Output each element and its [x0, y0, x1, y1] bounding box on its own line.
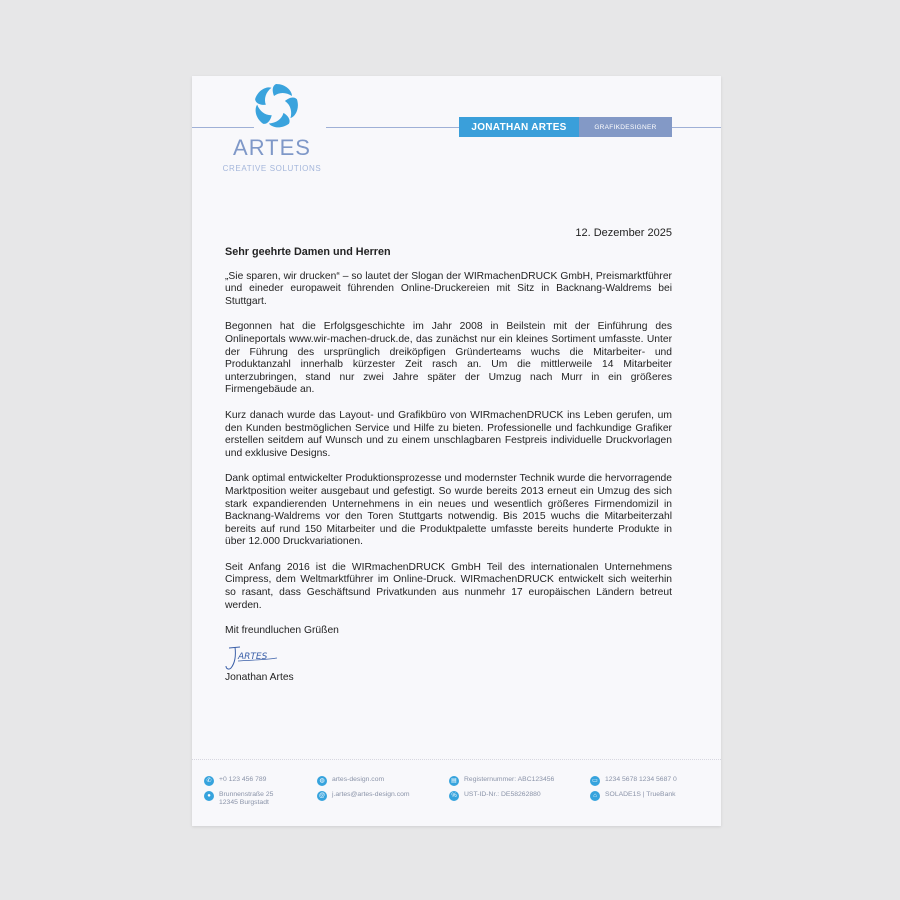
footer-column-contact [204, 776, 273, 811]
vat-icon: % [449, 791, 459, 801]
salutation: Sehr geehrte Damen und Herren [225, 246, 391, 258]
footer-iban [590, 776, 677, 786]
footer-iban-text: 1234 5678 1234 5687 0 [605, 776, 677, 783]
globe-icon: ◍ [317, 776, 327, 786]
location-pin-icon: ● [204, 791, 214, 801]
circular-swirl-logo-icon [252, 82, 300, 130]
footer-phone [204, 776, 273, 786]
letter-sheet [192, 76, 721, 826]
bank-icon: ⌂ [590, 791, 600, 801]
closing: Mit freundluchen Grüßen [225, 625, 339, 637]
footer-bank [590, 791, 677, 801]
footer-address-line1: Brunnenstraße 25 [219, 791, 274, 798]
footer-bank-text: SOLADE1S | TrueBank [605, 791, 676, 798]
footer-register [449, 776, 554, 786]
footer-column-registry [449, 776, 554, 806]
footer-address [204, 791, 273, 806]
header-rule-left [192, 127, 254, 128]
paragraph-4: Dank optimal entwickelter Produktionsprozesse und modernster Technik wurde die hervorragende Marktposition weiter ausgebaut und gefestigt. So wurde bereits 2013 erneut ein Umzug des sich stark expandierenden Unternehmens in ein neues und wesentlich größeres Firmendomizil in Backnang-Waldrems vor den Toren Stuttgarts notwendig. Bis 2015 wuchs die Mitarbeiterzahl bereits auf rund 150 Mitarbeiter und die Produktpalette umfasste bereits hunderte Produkte in über 12.000 Druckvariationen. [225, 473, 672, 548]
register-icon: ▤ [449, 776, 459, 786]
paragraph-1: „Sie sparen, wir drucken“ – so lautet der Slogan der WIRmachenDRUCK GmbH, Preismarktführer und eineder europaweit führenden Online-Druckereien mit Sitz in Backnang-Waldrems bei Stuttgart. [225, 270, 672, 307]
footer-website-text: artes-design.com [332, 776, 385, 783]
paragraph-3: Kurz danach wurde das Layout- und Grafikbüro von WIRmachenDRUCK ins Leben gerufen, um den Kunden bestmöglichen Service und Hilfe zu bieten. Professionelle und fachkundige Grafiker erstellen seitdem auf Wunsch und zu einem unschlagbaren Festpreis individuelle Druckvorlagen und exklusive Designs. [225, 409, 672, 459]
footer-column-web [317, 776, 410, 806]
footer-address-line2: 12345 Burgstadt [219, 798, 269, 806]
brand-tagline: CREATIVE SOLUTIONS [222, 164, 322, 173]
footer-address-text [219, 791, 273, 806]
bank-card-icon: ▭ [590, 776, 600, 786]
svg-text:ARTES: ARTES [238, 651, 268, 662]
email-icon: @ [318, 793, 326, 799]
footer-phone-text: +0 123 456 789 [219, 776, 267, 783]
brand-name: ARTES [233, 135, 311, 160]
header-rule-middle [326, 127, 459, 128]
person-role-badge: GRAFIKDESIGNER [579, 117, 672, 137]
footer-separator [192, 759, 721, 760]
handwritten-signature [225, 644, 283, 672]
footer-register-text: Registernummer: ABC123456 [464, 776, 555, 783]
footer-email-text: j.artes@artes-design.com [332, 791, 410, 798]
footer-vat [449, 791, 554, 801]
footer-email [317, 791, 410, 801]
paragraph-2: Begonnen hat die Erfolgsgeschichte im Jahr 2008 in Beilstein mit der Einführung des Onlineportals www.wir-machen-druck.de, das zunächst nur ein kleines Sortiment umfasste. Unter der Führung des ursprünglich dreiköpfigen Gründerteams wuchs die Mitarbeiter- und Produktanzahl innerhalb kürzester Zeit rasch an. Um die mittlerweile 14 Mitarbeiter unterzubringen, stand nur zwei Jahre später der Umzug nach Murr in ein größeres Firmengebäude an. [225, 321, 672, 396]
letter-date: 12. Dezember 2025 [575, 227, 672, 239]
header-rule-right [672, 127, 721, 128]
paragraph-5: Seit Anfang 2016 ist die WIRmachenDRUCK GmbH Teil des internationalen Unternehmens Cimpress, dem Weltmarktführer im Online-Druck. WIRmachenDRUCK entwickelt sich weiterhin so rasant, dass Geschäftsund Privatkunden aus nunmehr 17 europäischen Ländern betreut werden. [225, 561, 672, 611]
footer-vat-text: UST-ID-Nr.: DE58262880 [464, 791, 541, 798]
footer-website [317, 776, 410, 786]
letter-body [225, 246, 672, 684]
person-name-badge: JONATHAN ARTES [459, 117, 579, 137]
footer-column-bank [590, 776, 677, 806]
signer-name: Jonathan Artes [225, 671, 294, 683]
phone-icon: ✆ [204, 776, 214, 786]
